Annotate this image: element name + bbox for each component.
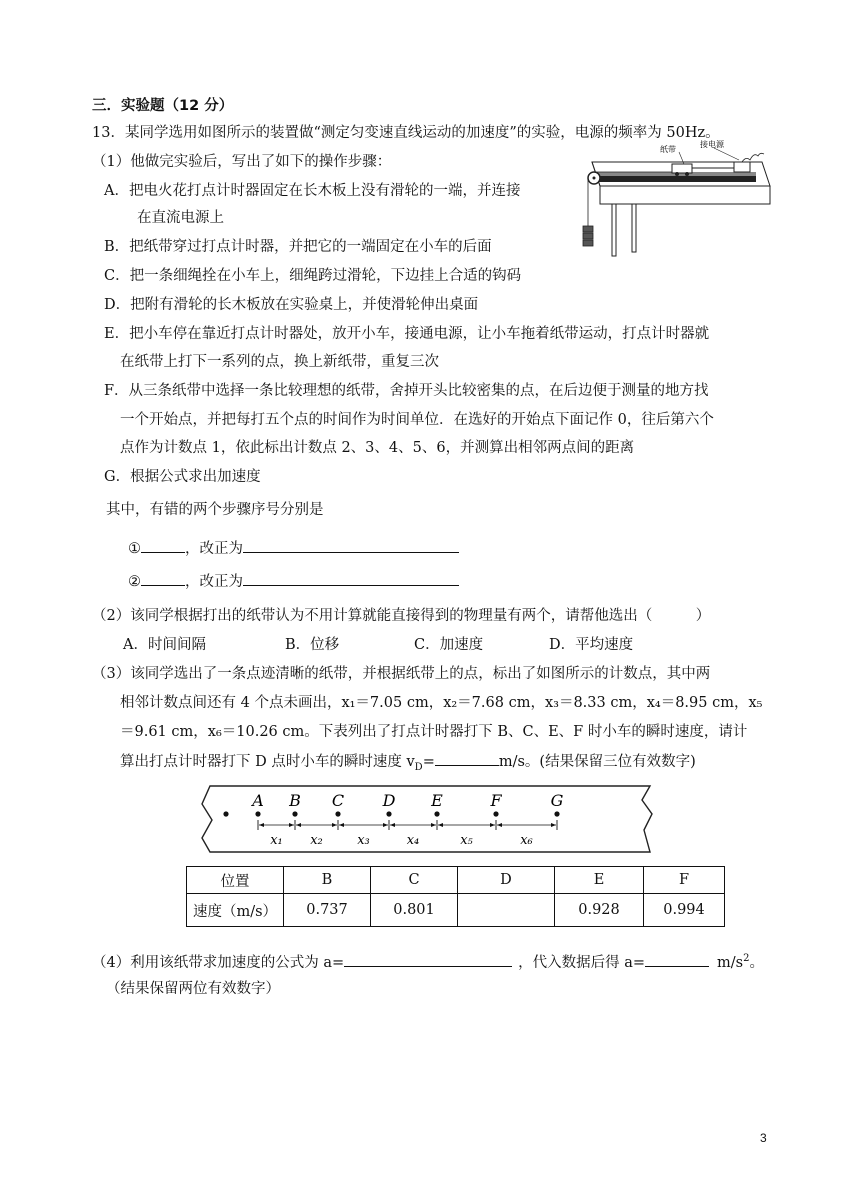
option-b[interactable]: B．位移: [285, 637, 340, 653]
apparatus-figure: [574, 140, 774, 258]
step-b: B．把纸带穿过打点计时器，并把它的一端固定在小车的后面: [104, 239, 492, 255]
tape-point-label: B: [289, 791, 301, 810]
segment-label: x₁: [270, 833, 283, 848]
option-a[interactable]: A．时间间隔: [123, 637, 206, 653]
part1-intro: （1）他做完实验后，写出了如下的操作步骤：: [92, 154, 392, 170]
table-cell: B: [284, 867, 371, 894]
vd-answer-blank[interactable]: [435, 749, 499, 766]
vd-equals: =: [422, 754, 435, 770]
step-e-line2: 在纸带上打下一系列的点，换上新纸带，重复三次: [120, 354, 439, 370]
tape-point-label: A: [252, 791, 264, 810]
part2-text: （2）该同学根据打出的纸带认为不用计算就能直接得到的物理量有两个，请帮他选出（ ）: [92, 608, 711, 624]
step-c: C．把一条细绳拴在小车上，细绳跨过滑轮，下边挂上合适的钩码: [104, 268, 522, 284]
answer1-mid: ，改正为: [185, 541, 243, 557]
table-row-position: [187, 867, 725, 894]
part3-line4-pre: 算出打点计时器打下 D 点时小车的瞬时速度 v: [120, 754, 415, 770]
table-cell: 0.928: [555, 894, 644, 927]
answer2-correction-blank[interactable]: [243, 569, 459, 586]
step-f-line2: 一个开始点，并把每打五个点的时间作为时间单位．在选好的开始点下面记作 0，往后第六个: [120, 412, 714, 428]
step-f-line1: F．从三条纸带中选择一条比较理想的纸带，舍掉开头比较密集的点，在后边便于测量的地方找: [104, 383, 709, 399]
step-g: G．根据公式求出加速度: [104, 469, 261, 485]
segment-label: x₅: [460, 833, 473, 848]
table-cell: E: [555, 867, 644, 894]
tape-point-label: G: [550, 791, 564, 810]
part4-end: 。: [749, 955, 764, 971]
tape-point-G: [554, 811, 559, 816]
table-cell: F: [644, 867, 725, 894]
part3-line4: [120, 749, 696, 773]
part4-pre: （4）利用该纸带求加速度的公式为 a=: [92, 955, 345, 971]
tape-point-label: E: [431, 791, 443, 810]
page-number: 3: [760, 1131, 767, 1145]
tape-point-label: D: [382, 791, 396, 810]
error-prompt: 其中，有错的两个步骤序号分别是: [106, 502, 324, 518]
table-cell: 0.737: [284, 894, 371, 927]
tape-point-D: [386, 811, 391, 816]
answer1-marker: ①: [128, 541, 141, 557]
answer-line-2: [128, 569, 459, 591]
step-a-line2: 在直流电源上: [137, 210, 224, 226]
formula-blank[interactable]: [344, 950, 512, 967]
part4-line2: （结果保留两位有效数字）: [106, 981, 280, 997]
answer-line-1: [128, 536, 459, 558]
answer2-mid: ，改正为: [185, 574, 243, 590]
table-cell: 0.801: [371, 894, 458, 927]
segment-label: x₆: [520, 833, 533, 848]
question-stem: 13．某同学选用如图所示的装置做“测定匀变速直线运动的加速度”的实验，电源的频率为 50Hz。: [92, 125, 720, 141]
step-a-line1: A．把电火花打点计时器固定在长木板上没有滑轮的一端，并连接: [104, 183, 521, 199]
part4-unit-sup: 2: [743, 953, 750, 965]
segment-label: x₄: [406, 833, 420, 848]
paper-tape-figure: [198, 782, 658, 858]
table-row-velocity: [187, 894, 725, 927]
table-header-velocity: 速度（m/s）: [187, 894, 284, 927]
table-header-position: 位置: [187, 867, 284, 894]
table-cell: 0.994: [644, 894, 725, 927]
table-cell: D: [458, 867, 555, 894]
vd-subscript: D: [414, 761, 423, 773]
option-d[interactable]: D．平均速度: [549, 637, 634, 653]
answer1-correction-blank[interactable]: [243, 536, 459, 553]
table-cell: C: [371, 867, 458, 894]
tape-point-F: [493, 811, 498, 816]
section-title: 三．实验题（12 分）: [92, 98, 234, 114]
tape-dot-start: [223, 811, 228, 816]
answer2-marker: ②: [128, 574, 141, 590]
accel-answer-blank[interactable]: [645, 950, 709, 967]
part3-line3: ＝9.61 cm，x₆＝10.26 cm。下表列出了打点计时器打下 B、C、E、F 时小车的瞬时速度，请计: [120, 724, 748, 740]
part4-unit: m/s: [717, 955, 744, 971]
answer1-step-blank[interactable]: [141, 536, 185, 553]
vd-table-cell[interactable]: [458, 894, 555, 927]
step-d: D．把附有滑轮的长木板放在实验桌上，并使滑轮伸出桌面: [104, 297, 479, 313]
answer2-step-blank[interactable]: [141, 569, 185, 586]
step-e-line1: E．把小车停在靠近打点计时器处，放开小车，接通电源，让小车拖着纸带运动，打点计时器就: [104, 326, 710, 342]
step-f-line3: 点作为计数点 1，依此标出计数点 2、3、4、5、6，并测算出相邻两点间的距离: [120, 440, 635, 456]
segment-label: x₂: [310, 833, 323, 848]
part3-line4-post: m/s。(结果保留三位有效数字): [498, 754, 696, 770]
velocity-table: [186, 866, 725, 927]
option-c[interactable]: C．加速度: [414, 637, 484, 653]
tape-point-E: [434, 811, 439, 816]
tape-point-label: F: [490, 791, 502, 810]
part4-line1: [92, 950, 764, 972]
part3-line1: （3）该同学选出了一条点迹清晰的纸带，并根据纸带上的点，标出了如图所示的计数点，其中两: [92, 666, 711, 682]
tape-point-A: [255, 811, 260, 816]
tape-point-C: [335, 811, 340, 816]
power-label: 接电源: [700, 140, 724, 149]
segment-label: x₃: [357, 833, 370, 848]
tape-label: 纸带: [660, 145, 676, 154]
tape-point-B: [292, 811, 297, 816]
part3-line2: 相邻计数点间还有 4 个点未画出，x₁＝7.05 cm，x₂＝7.68 cm，x₃＝8.33 cm，x₄＝8.95 cm，x₅: [120, 695, 763, 711]
part4-mid: ，代入数据后得 a=: [518, 955, 646, 971]
tape-point-label: C: [331, 791, 345, 810]
